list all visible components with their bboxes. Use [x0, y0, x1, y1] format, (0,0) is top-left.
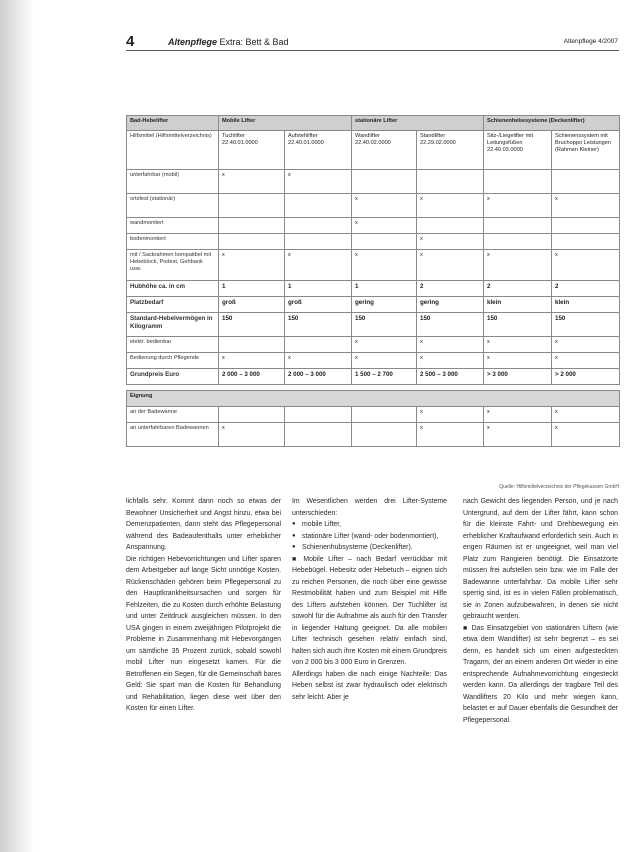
column-header: Schienenssystem mit Bruchoppo Leistungen (Rahmen Kleiner)	[552, 131, 620, 170]
page-number: 4	[126, 33, 135, 50]
row-label: Grundpreis Euro	[127, 369, 219, 385]
table-cell: gering	[352, 297, 417, 313]
table-cell: x	[552, 353, 620, 369]
table-cell: x	[552, 423, 620, 447]
table-cell: > 2 000	[552, 369, 620, 385]
paragraph: ■ Mobile Lifter – nach Bedarf verrückbar mit Hebebügel. Hebesitz oder Hebetuch – eignen sich zu reichen Personen, die noch über eine gewisse Restmobilität haben und zum Beispiel mit Hilfe des Lifters aufstehen können. Der Tuchlifter ist sowohl für die Aufnahme als auch für den Transfer in liegender Haltung geeignet. Da alle mobilen Lifter technisch gesehen relativ einfach sind, halten sich auch ihre Kosten mit einem Grundpreis von 2 000 bis 3 000 Euro in Grenzen.	[292, 555, 447, 666]
group-header: Bad-Hebelifter	[127, 116, 219, 131]
table-cell: 2 000 – 3 000	[285, 369, 352, 385]
table-row	[127, 369, 620, 385]
running-title-rest: Extra: Bett & Bad	[217, 37, 289, 47]
table-cell: x	[417, 194, 484, 218]
table-source: Quelle: Hilfsmittelverzeichnis der Pflegekassen GmbH	[499, 484, 619, 490]
group-header: Mobile Lifter	[219, 116, 352, 131]
group-header: stationäre Lifter	[352, 116, 484, 131]
table-cell: x	[484, 337, 552, 353]
table-cell: x	[285, 170, 352, 194]
table-cell	[552, 218, 620, 234]
row-label: wandmontiert	[127, 218, 219, 234]
row-label: Standard-Hebelvermögen in Kilogramm	[127, 313, 219, 337]
table-cell: groß	[219, 297, 285, 313]
table-cell: 150	[352, 313, 417, 337]
row-label: elektr. bedienbar	[127, 337, 219, 353]
list-item: ● Schienenhubsysteme (Deckenlifter).	[292, 542, 447, 554]
paragraph: Allerdings haben die nach einige Nachteile: Das Heben selbst ist zwar hydraulisch oder elektrisch sehr leicht. Aber je	[292, 670, 447, 701]
table-cell	[484, 170, 552, 194]
table-cell: 1	[219, 281, 285, 297]
table-cell: x	[484, 407, 552, 423]
table-cell: klein	[484, 297, 552, 313]
table-row	[127, 297, 620, 313]
table-cell: x	[552, 194, 620, 218]
table-cell: 1	[285, 281, 352, 297]
table-cell	[417, 170, 484, 194]
issue-label: Altenpflege 4/2007	[563, 38, 618, 45]
paragraph: Die richtigen Hebevorrichtungen und Lifter sparen dem Arbeitgeber auf lange Sicht unnötige Kosten. Rückenschäden gehören beim Pflegepersonal zu den Hauptkrankheitsursachen und sorgen für Fehlzeiten, die zu Kosten durch erhöhte Belastung und unter Zeitdruck ausgleichen müssen. In den USA gingen in einem zweijährigen Pilotprojekt die Probleme in Zusammenhang mit Hebevorgängen um sämtliche 35 Prozent zurück, sobald sowohl mobil Lifter nun eingesetzt kamen. Für die Betroffenen ein Segen, für die Gemeinschaft bares Geld: Sie spart man die Kosten für Behandlung und Rehabilitation, liegen diese weit über den Kosten für einen Lifter.	[126, 555, 282, 712]
table-cell	[219, 194, 285, 218]
paragraph: Im Wesentlichen werden drei Lifter-Systeme unterschieden:	[292, 498, 447, 517]
table-cell: x	[219, 250, 285, 281]
table-body	[127, 170, 620, 385]
row-label: Hilfsmittel (Hilfsmittelverzeichnis)	[127, 131, 219, 170]
table-cell: x	[484, 423, 552, 447]
table-group-row	[127, 116, 620, 131]
group-header: Schienenhebesysteme (Deckenlifter)	[484, 116, 620, 131]
table-cell: 2 000 – 3 000	[219, 369, 285, 385]
table-cell: x	[417, 250, 484, 281]
row-label: mit / Sackrahmen kompatibel mit Hebeblock, Podest, Gehbank usw.	[127, 250, 219, 281]
table-row	[127, 423, 620, 447]
table-cell: x	[417, 234, 484, 250]
table-column-row	[127, 131, 620, 170]
list-item: ● stationäre Lifter (wand- oder bodenmontiert),	[292, 531, 447, 543]
table-cell: x	[352, 353, 417, 369]
table-cell	[285, 423, 352, 447]
table-row	[127, 218, 620, 234]
text-column-3	[463, 496, 618, 726]
table-cell: 150	[484, 313, 552, 337]
header-rule	[126, 50, 619, 51]
running-title	[168, 37, 289, 47]
paragraph: ■ Das Einsatzgebiet von stationären Liftern (wie etwa dem Wandlifter) ist sehr begrenzt – es sei denn, es handelt sich um einen aufgesteckten Tragarm, der an einem anderen Ort wieder in eine entsprechende Aufnahmevorrichtung eingesteckt werden kann. Da allerdings der tragbare Teil des Wandlifters 20 Kilo und mehr wiegen kann, belastet er auf Dauer ebenfalls die Gesundheit der Pflegepersonal.	[463, 624, 618, 724]
table-cell: klein	[552, 297, 620, 313]
column-header: Wandlifter 22.40.02.0000	[352, 131, 417, 170]
table-cell: > 3 000	[484, 369, 552, 385]
table-cell	[484, 234, 552, 250]
table-cell: 2	[484, 281, 552, 297]
page-header	[126, 33, 618, 55]
row-label: ortsfest (stationär)	[127, 194, 219, 218]
row-label: Bedienung durch Pflegende	[127, 353, 219, 369]
table-cell	[352, 234, 417, 250]
scan-shadow	[0, 0, 34, 852]
text-column-2	[292, 496, 447, 703]
table-cell: x	[219, 353, 285, 369]
table-cell: x	[417, 407, 484, 423]
paragraph: nach Gewicht des liegenden Person, und je nach Untergrund, auf dem der Lifter fährt, kann schon für die kleinste Fahrt- und Drehbewegung ein erheblicher Kraftaufwand erforderlich sein. Auch in engen Räumen ist er ungeeignet, weil man viel Platz zum Rangieren benötigt. Die Einsatzorte müssen frei aufstellen sein bzw. wie im Falle der Badewanne unterfahrbar. Da mobile Lifter sehr sperrig sind, ist es in vielen Fällen problematisch, sie in Zonen aufzubewahren, in denen sie nicht gebraucht werden.	[463, 498, 618, 620]
table-row	[127, 313, 620, 337]
table-row	[127, 170, 620, 194]
table-cell	[552, 170, 620, 194]
table-cell	[552, 234, 620, 250]
table-cell	[285, 407, 352, 423]
table-row	[127, 250, 620, 281]
table-row	[127, 337, 620, 353]
table-cell: x	[552, 407, 620, 423]
table-cell	[285, 218, 352, 234]
table-cell: 150	[417, 313, 484, 337]
table-cell: x	[484, 353, 552, 369]
table-cell: 2 500 – 3 000	[417, 369, 484, 385]
table-row	[127, 407, 620, 423]
table-cell: x	[417, 353, 484, 369]
table-cell: 2	[417, 281, 484, 297]
table-cell: x	[352, 218, 417, 234]
table-cell: x	[219, 423, 285, 447]
table-cell: x	[352, 250, 417, 281]
table-cell: 1 500 – 2 700	[352, 369, 417, 385]
table-cell: x	[552, 250, 620, 281]
eignung-header: Eignung	[127, 391, 620, 407]
table-cell	[352, 423, 417, 447]
row-label: unterfahrbar (mobil)	[127, 170, 219, 194]
running-title-prefix: Altenpflege	[168, 37, 218, 47]
column-header: Aufstehlifter 22.40.01.0000	[285, 131, 352, 170]
row-label: an unterfahrbaren Badewannen	[127, 423, 219, 447]
row-label: bodenmontiert	[127, 234, 219, 250]
table-cell: x	[484, 250, 552, 281]
table-cell: 150	[219, 313, 285, 337]
row-label: Hubhöhe ca. in cm	[127, 281, 219, 297]
table-cell	[219, 234, 285, 250]
table-cell: x	[484, 194, 552, 218]
table-cell: groß	[285, 297, 352, 313]
table-row	[127, 353, 620, 369]
table-cell: 2	[552, 281, 620, 297]
list-item: ● mobile Lifter,	[292, 519, 447, 531]
table-cell: 150	[285, 313, 352, 337]
table-cell: x	[417, 337, 484, 353]
column-header: Tuchlifter 22.40.01.0000	[219, 131, 285, 170]
table-cell: 1	[352, 281, 417, 297]
table-cell	[285, 194, 352, 218]
table-cell	[352, 407, 417, 423]
table-cell	[484, 218, 552, 234]
text-column-1	[126, 496, 281, 715]
table-cell: x	[219, 170, 285, 194]
table-cell	[285, 337, 352, 353]
paragraph: lichfalls sehr. Kommt dann noch so etwas der Bewohner Unsicherheit und Angst hinzu, etwa bei Demenzpatienten, dann steht das Pflegepersonal während des Badeaufenthalts unter erheblicher Anspannung.	[126, 498, 281, 551]
row-label: Platzbedarf	[127, 297, 219, 313]
table-row	[127, 194, 620, 218]
table-row	[127, 281, 620, 297]
column-header: Sitz-/Liegelifter mit Leitungsfüßen 22.40.03.0000	[484, 131, 552, 170]
table-cell	[219, 407, 285, 423]
table-cell: x	[417, 423, 484, 447]
table-cell	[219, 337, 285, 353]
lifter-system-list	[292, 519, 447, 554]
table-cell	[417, 218, 484, 234]
table-eignung	[127, 385, 620, 407]
row-label: an der Badewanne	[127, 407, 219, 423]
table-cell: x	[285, 353, 352, 369]
table-cell	[352, 170, 417, 194]
table-row	[127, 234, 620, 250]
table-cell: gering	[417, 297, 484, 313]
table-cell	[285, 234, 352, 250]
eignung-body	[127, 407, 620, 447]
table-cell: 150	[552, 313, 620, 337]
table-cell: x	[285, 250, 352, 281]
table-cell: x	[352, 194, 417, 218]
column-header: Standlifter 22.29.02.0000	[417, 131, 484, 170]
table-cell: x	[552, 337, 620, 353]
table-cell	[219, 218, 285, 234]
lifter-comparison-table	[126, 115, 620, 447]
table-cell: x	[352, 337, 417, 353]
